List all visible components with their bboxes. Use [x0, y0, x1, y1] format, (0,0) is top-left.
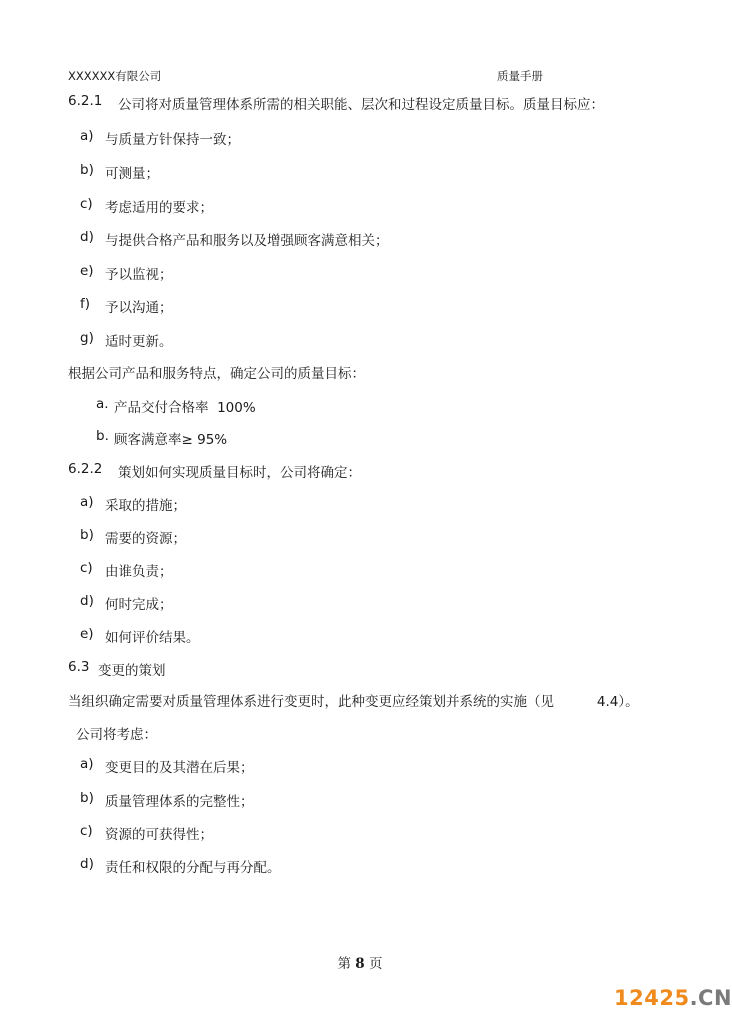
line-label: g) [80, 330, 94, 346]
line-text: 采取的措施； [105, 498, 186, 514]
line-text: 变更的策划 [98, 663, 166, 679]
line-label: d) [80, 593, 94, 609]
line-label: a. [96, 396, 109, 412]
watermark-digits: 12425 [614, 986, 690, 1010]
line-label: 6.3 [68, 659, 90, 675]
line-label: b) [80, 527, 94, 543]
line-text: 公司将对质量管理体系所需的相关职能、层次和过程设定质量目标。质量目标应： [118, 97, 604, 113]
line-text: 何时完成； [105, 597, 173, 613]
line-label: c) [80, 823, 93, 839]
line-text: 质量管理体系的完整性； [105, 794, 254, 810]
line-label: b. [96, 428, 109, 444]
line-text: 产品交付合格率 100% [114, 400, 256, 416]
line-text: 顾客满意率≥ 95% [114, 432, 228, 448]
watermark-domain: .CN [689, 986, 732, 1010]
page-number: 8 [355, 956, 365, 972]
site-watermark [614, 986, 732, 1010]
line-label: a) [80, 494, 94, 510]
line-text: 资源的可获得性； [105, 827, 213, 843]
line-label: d) [80, 856, 94, 872]
line-label: d) [80, 229, 94, 245]
line-text: 策划如何实现质量目标时，公司将确定： [118, 465, 361, 481]
line-label: f) [80, 296, 91, 312]
header-title: 质量手册 [497, 69, 543, 83]
line-text: 可测量； [105, 166, 159, 182]
line-label: e) [80, 626, 94, 642]
line-label: a) [80, 756, 94, 772]
line-label: 6.2.2 [68, 461, 103, 477]
line-text: 与质量方针保持一致； [105, 132, 240, 148]
line-label: b) [80, 162, 94, 178]
line-label: a) [80, 128, 94, 144]
line-text: 考虑适用的要求； [105, 200, 213, 216]
line-text: 责任和权限的分配与再分配。 [105, 860, 281, 876]
line-text: 当组织确定需要对质量管理体系进行变更时，此种变更应经策划并系统的实施（见 4.4）。 [68, 694, 639, 710]
line-label: 6.2.1 [68, 93, 103, 109]
line-text: 根据公司产品和服务特点，确定公司的质量目标： [68, 366, 365, 382]
line-text: 适时更新。 [105, 334, 173, 350]
line-label: c) [80, 560, 93, 576]
line-text: 由谁负责； [105, 564, 173, 580]
line-text: 与提供合格产品和服务以及增强顾客满意相关； [105, 233, 389, 249]
line-label: b) [80, 790, 94, 806]
page-footer [0, 952, 720, 972]
footer-prefix: 第 [337, 956, 356, 972]
line-text: 予以监视； [105, 267, 173, 283]
line-text: 如何评价结果。 [105, 630, 200, 646]
line-text: 变更目的及其潜在后果； [105, 760, 254, 776]
line-text: 予以沟通； [105, 300, 173, 316]
line-label: c) [80, 196, 93, 212]
line-label: e) [80, 263, 94, 279]
footer-suffix: 页 [364, 956, 383, 972]
line-text: 公司将考虑： [76, 727, 157, 743]
line-text: 需要的资源； [105, 531, 186, 547]
header-company: XXXXXX有限公司 [68, 69, 162, 83]
